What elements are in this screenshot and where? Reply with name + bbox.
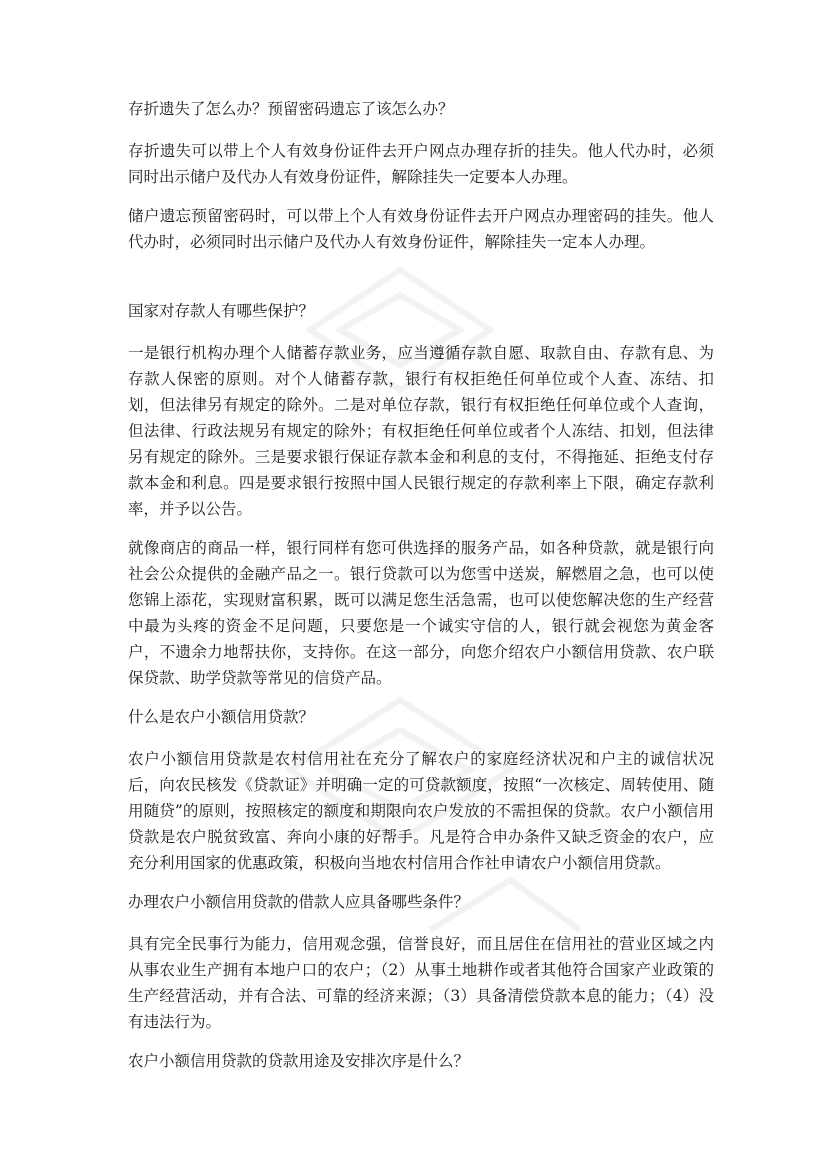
paragraph-loan-products-intro: 就像商店的商品一样，银行同样有您可供选择的服务产品，如各种贷款，就是银行向社会公众提供的金融产品之一。银行贷款可以为您雪中送炭，解燃眉之急，也可以使您锦上添花，实现财富积累，既可以满足您生活急需，也可以使您解决您的生产经营中最为头疼的资金不足问题，只要您是一个诚实守信的人，银行就会视您为黄金客户，不遗余力地帮扶你，支持你。在这一部分，向您介绍农户小额信用贷款、农户联保贷款、助学贷款等常见的信贷产品。 bbox=[128, 539, 714, 687]
paragraph-microcredit-definition: 农户小额信用贷款是农村信用社在充分了解农户的家庭经济状况和户主的诚信状况后，向农民核发《贷款证》并明确一定的可贷款额度，按照“一次核定、周转使用、随用随贷”的原则，按照核定的额度和期限向农户发放的不需担保的贷款。农户小额信用贷款是农户脱贫致富、奔向小康的好帮手。凡是符合申办条件又缺乏资金的农户，应充分利用国家的优惠政策，积极向当地农村信用合作社申请农户小额信用贷款。 bbox=[128, 750, 714, 872]
question-microcredit-definition: 什么是农户小额信用贷款？ bbox=[128, 708, 315, 726]
document-page bbox=[128, 96, 714, 1074]
question-loan-usage-order: 农户小额信用贷款的贷款用途及安排次序是什么？ bbox=[128, 1052, 470, 1070]
question-lost-passbook: 存折遗失了怎么办？预留密码遗忘了该怎么办？ bbox=[128, 100, 454, 118]
question-borrower-conditions: 办理农户小额信用贷款的借款人应具备哪些条件？ bbox=[128, 893, 470, 911]
question-depositor-protection: 国家对存款人有哪些保护？ bbox=[128, 302, 315, 320]
paragraph-deposit-protection: 一是银行机构办理个人储蓄存款业务，应当遵循存款自愿、取款自由、存款有息、为存款人保密的原则。对个人储蓄存款，银行有权拒绝任何单位或个人查、冻结、扣划，但法律另有规定的除外。二是对单位存款，银行有权拒绝任何单位或个人查询，但法律、行政法规另有规定的除外；有权拒绝任何单位或者个人冻结、扣划，但法律另有规定的除外。三是要求银行保证存款本金和利息的支付，不得拖延、拒绝支付存款本金和利息。四是要求银行按照中国人民银行规定的存款利率上下限，确定存款利率，并予以公告。 bbox=[128, 344, 714, 518]
paragraph-borrower-conditions: 具有完全民事行为能力，信用观念强，信誉良好，而且居住在信用社的营业区域之内从事农业生产拥有本地户口的农户；（2）从事土地耕作或者其他符合国家产业政策的生产经营活动，并有合法、可靠的经济来源；（3）具备清偿贷款本息的能力；（4）没有违法行为。 bbox=[128, 935, 714, 1031]
paragraph-password-loss-report: 储户遗忘预留密码时，可以带上个人有效身份证件去开户网点办理密码的挂失。他人代办时，必须同时出示储户及代办人有效身份证件，解除挂失一定本人办理。 bbox=[128, 207, 714, 251]
paragraph-passbook-loss-report: 存折遗失可以带上个人有效身份证件去开户网点办理存折的挂失。他人代办时，必须同时出示储户及代办人有效身份证件，解除挂失一定要本人办理。 bbox=[128, 142, 714, 186]
